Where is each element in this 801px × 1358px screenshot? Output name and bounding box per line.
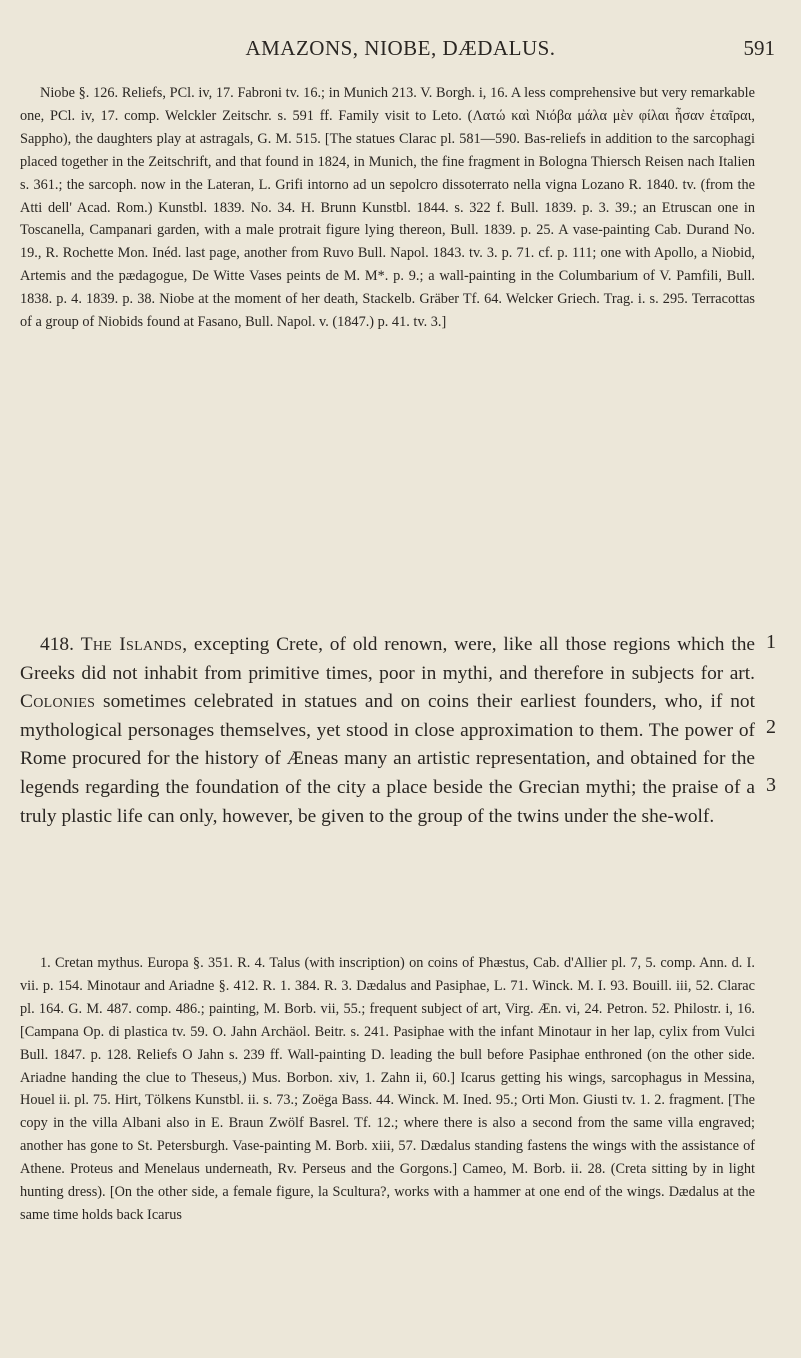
islands-label: The Islands: [80, 634, 183, 655]
marginal-number-2: 2: [766, 716, 776, 738]
marginal-number-1: 1: [766, 631, 776, 653]
section-418-paragraph: [20, 631, 755, 831]
section-number: 418.: [40, 634, 74, 655]
section-text-a: , excepting Crete, of old renown, were, like all those regions which the Greeks did not inhabit from primitive times, poor in mythi, and therefore in subjects for art.: [20, 634, 755, 684]
cretan-mythus-note: 1. Cretan mythus. Europa §. 351. R. 4. Talus (with inscription) on coins of Phæstus, Cab. d'Allier pl. 7, 5. comp. Ann. d. I. vii. p. 154. Minotaur and Ariadne §. 412. R. 1. 384. R. 3. Dædalus and Pasiphae, L. 71. Winck. M. I. 93. Bouill. iii, 52. Clarac pl. 164. G. M. 487. comp. 486.; painting, M. Borb. vii, 55.; frequent subject of art, Virg. Æn. vi, 24. Petron. 52. Philostr. i, 16. [Campana Op. di plastica tv. 59. O. Jahn Archäol. Beitr. s. 241. Pasiphae with the infant Minotaur in her lap, cylix from Vulci Bull. 1847. p. 128. Reliefs O Jahn s. 239 ff. Wall-painting D. leading the bull before Pasiphae enthroned (on the other side. Ariadne handing the clue to Theseus,) Mus. Borbon. xiv, 1. Zahn ii, 60.] Icarus getting his wings, sarcophagus in Messina, Houel ii. pl. 75. Hirt, Tölkens Kunstbl. ii. s. 73.; Zoëga Bass. 44. Winck. M. Ined. 95.; Orti Mon. Giusti tv. 1. 2. fragment. [The copy in the villa Albani also in E. Braun Zwölf Basrel. Tf. 12.; where there is also a second from the same villa engraved; another has gone to St. Petersburgh. Vase-painting M. Borb. xiii, 57. Dædalus standing fastens the wings with the assistance of Athene. Proteus and Menelaus underneath, Rv. Perseus and the Gorgons.] Cameo, M. Borb. ii. 28. (Creta sitting by in light hunting dress). [On the other side, a female figure, la Scultura?, works with a hammer at one end of the wings. Dædalus at the same time holds back Icarus: [20, 955, 755, 1223]
page-number: 591: [743, 36, 775, 60]
colonies-label: Colonies: [20, 691, 96, 713]
niobe-references-paragraph: Niobe §. 126. Reliefs, PCl. iv, 17. Fabroni tv. 16.; in Munich 213. V. Borgh. i, 16. A less comprehensive but very remarkable one, PCl. iv, 17. comp. Welckler Zeitschr. s. 591 ff. Family visit to Leto. (Λατώ καὶ Νιόβα μάλα μὲν φίλαι ἦσαν ἑταῖραι, Sappho), the daughters play at astragals, G. M. 515. [The statues Clarac pl. 581—590. Bas-reliefs in addition to the sarcophagi placed together in the Zeitschrift, and that found in 1824, in Munich, the fine fragment in Bologna Thiersch Reisen nach Italien s. 361.; the sarcoph. now in the Lateran, L. Grifi intorno ad un sepolcro dissoterrato nella vigna Lozano R. 1840. tv. (from the Atti dell' Acad. Rom.) Kunstbl. 1839. No. 34. H. Brunn Kunstbl. 1844. s. 322 f. Bull. 1839. p. 3. 39.; an Etruscan one in Toscanella, Campanari garden, with a male protrait figure lying thereon, Bull. 1839. p. 25. A vase-painting Cab. Durand No. 19., R. Rochette Mon. Inéd. last page, another from Ruvo Bull. Napol. 1843. tv. 3. p. 71. cf. p. 111; one with Apollo, a Niobid, Artemis and the pædagogue, De Witte Vases peints de M. M*. p. 9.; a wall-painting in the Columbarium of V. Pamfili, Bull. 1838. p. 4. 1839. p. 38. Niobe at the moment of her death, Stackelb. Gräber Tf. 64. Welcker Griech. Trag. i. s. 295. Terracottas of a group of Niobids found at Fasano, Bull. Napol. v. (1847.) p. 41. tv. 3.]: [20, 85, 755, 331]
marginal-number-3: 3: [766, 774, 776, 796]
section-text-b: sometimes celebrated in statues and on coins their earliest founders, who, if not mythological personages themselves, yet stood in close approximation to them. The power of Rome procured for the history of Æneas many an artistic representation, and obtained for the legends regarding the foundation of the city a place beside the Grecian mythi; the praise of a truly plastic life can only, however, be given to the group of the twins under the she-wolf.: [20, 691, 755, 827]
running-head: AMAZONS, NIOBE, DÆDALUS.: [245, 36, 556, 60]
page-header: [0, 36, 801, 66]
